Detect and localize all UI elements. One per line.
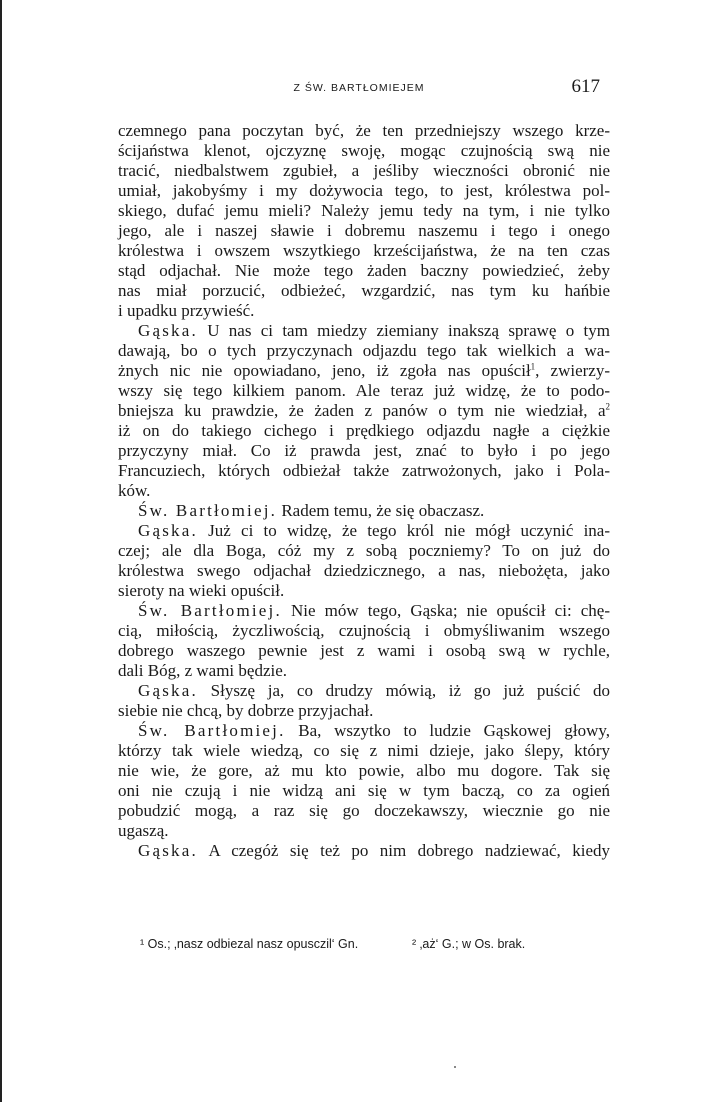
text-line: królestwa i owszem wszytkiego krześcijaństwa, że na ten czas — [118, 241, 610, 260]
text-line: dobrego waszego pewnie jest z wami i osobą swą w rychle, — [118, 641, 610, 660]
speaker-name: Gąska. — [138, 521, 198, 540]
speech-line — [118, 321, 610, 341]
text-line: czemnego pana poczytan być, że ten przedniejszy wszego krze- — [118, 121, 610, 140]
speech-line — [118, 501, 610, 521]
text-line: pobudzić mogą, a raz się go doczekawszy, wiecznie go nie — [118, 801, 610, 820]
speech-text: A czegóż się też po nim dobrego nadziewać, kiedy — [208, 841, 610, 860]
text-line: i upadku przywieść. — [118, 301, 255, 320]
text-line: oni nie czują i nie widzą ani się w tym baczą, co za ogień — [118, 781, 610, 800]
text-line: królestwa swego odjachał dziedzicznego, a nas, niebożęta, jako — [118, 561, 610, 580]
speaker-name: Św. Bartłomiej. — [138, 601, 282, 620]
text-line: iż on do takiego cichego i prędkiego odjazdu nagłe a ciężkie — [118, 421, 610, 440]
line-text: bniejsza ku prawdzie, że żaden z panów o tym nie wiedział, a — [118, 401, 606, 420]
speech-line — [118, 521, 610, 541]
text-line: Francuziech, których odbieżał także zatrwożonych, jako i Pola- — [118, 461, 610, 480]
line-text: żnych nic nie opowiadano, jeno, iż zgoła nas opuścił — [118, 361, 531, 380]
scan-left-edge — [0, 0, 2, 1102]
page-header — [118, 76, 600, 100]
text-line: ugaszą. — [118, 821, 169, 840]
text-line: czej; ale dla Boga, cóż my z sobą poczniemy? To on już do — [118, 541, 610, 560]
text-line: ścijaństwa klenot, ojczyznę swoję, mogąc czujnością swą nie — [118, 141, 610, 160]
speaker-name: Św. Bartłomiej. — [138, 501, 278, 520]
text-line: tracić, niedbalstwem zgubieł, a jeśliby wieczności obronić nie — [118, 161, 610, 180]
footnote-2 — [412, 937, 525, 951]
text-line: umiał, jakobyśmy i my dożywocia tego, to jest, królestwa pol- — [118, 181, 610, 200]
footnote-ref: 1 — [530, 361, 536, 372]
text-line: jego, ale i naszej sławie i dobremu naszemu i tego i onego — [118, 221, 610, 240]
speech-line — [118, 841, 610, 861]
scan-speck — [454, 1066, 456, 1068]
speech-text: Ba, wszytko to ludzie Gąskowej głowy, — [298, 721, 610, 740]
speech-line — [118, 681, 610, 701]
speech-text: Radem temu, że się obaczasz. — [281, 501, 485, 520]
text-line: którzy tak wiele wiedzą, co się z nimi dzieje, jako ślepy, który — [118, 741, 610, 760]
footnote-1 — [140, 937, 358, 951]
text-line: dali Bóg, z wami będzie. — [118, 661, 288, 680]
text-line: dawają, bo o tych przyczynach odjazdu tego tak wielkich a wa- — [118, 341, 610, 360]
speech-line — [118, 601, 610, 621]
body-text — [118, 121, 610, 861]
text-line — [118, 401, 610, 421]
page-number: 617 — [571, 76, 600, 97]
speech-text: Nie mów tego, Gąska; nie opuścił ci: chę- — [291, 601, 611, 620]
text-line: wszy się tego kilkiem panom. Ale teraz już widzę, że to podo- — [118, 381, 610, 400]
text-line: nie wie, że gore, aż mu kto powie, albo mu dogore. Tak się — [118, 761, 610, 780]
speaker-name: Św. Bartłomiej. — [138, 721, 286, 740]
running-head: Z ŚW. BARTŁOMIEJEM — [293, 82, 425, 94]
speaker-name: Gąska. — [138, 681, 198, 700]
footnote-text: ‚aż‘ G.; w Os. brak. — [419, 937, 526, 951]
text-line: przyczyny miał. Co iż prawda jest, znać to było i po jego — [118, 441, 610, 460]
text-line: stąd odjachał. Nie może tego żaden baczny powiedzieć, żeby — [118, 261, 610, 280]
text-line: sieroty na wieki opuścił. — [118, 581, 285, 600]
footnote-ref: 2 — [605, 401, 610, 412]
speech-text: Już ci to widzę, że tego król nie mógł uczynić ina- — [208, 521, 610, 540]
footnote-text: Os.; ‚nasz odbiezal nasz opusczil‘ Gn. — [147, 937, 359, 951]
speaker-name: Gąska. — [138, 841, 198, 860]
text-line: cią, miłością, życzliwością, czujnością i obmyśliwanim wszego — [118, 621, 610, 640]
speech-text: U nas ci tam miedzy ziemiany inakszą sprawę o tym — [207, 321, 610, 340]
text-line: ków. — [118, 481, 151, 500]
text-line: siebie nie chcą, by dobrze przyjachał. — [118, 701, 374, 720]
speech-text: Słyszę ja, co drudzy mówią, iż go już puścić do — [210, 681, 611, 700]
text-line: skiego, dufać jemu mieli? Należy jemu tedy na tym, i nie tylko — [118, 201, 610, 220]
speaker-name: Gąska. — [138, 321, 198, 340]
footnote-mark: ¹ — [140, 937, 145, 951]
text-line — [118, 361, 610, 381]
footnote-mark: ² — [412, 937, 417, 951]
text-line: nas miał porzucić, odbieżeć, wzgardzić, nas tym ku hańbie — [118, 281, 610, 300]
speech-line — [118, 721, 610, 741]
line-text: , zwierzy- — [535, 361, 610, 380]
